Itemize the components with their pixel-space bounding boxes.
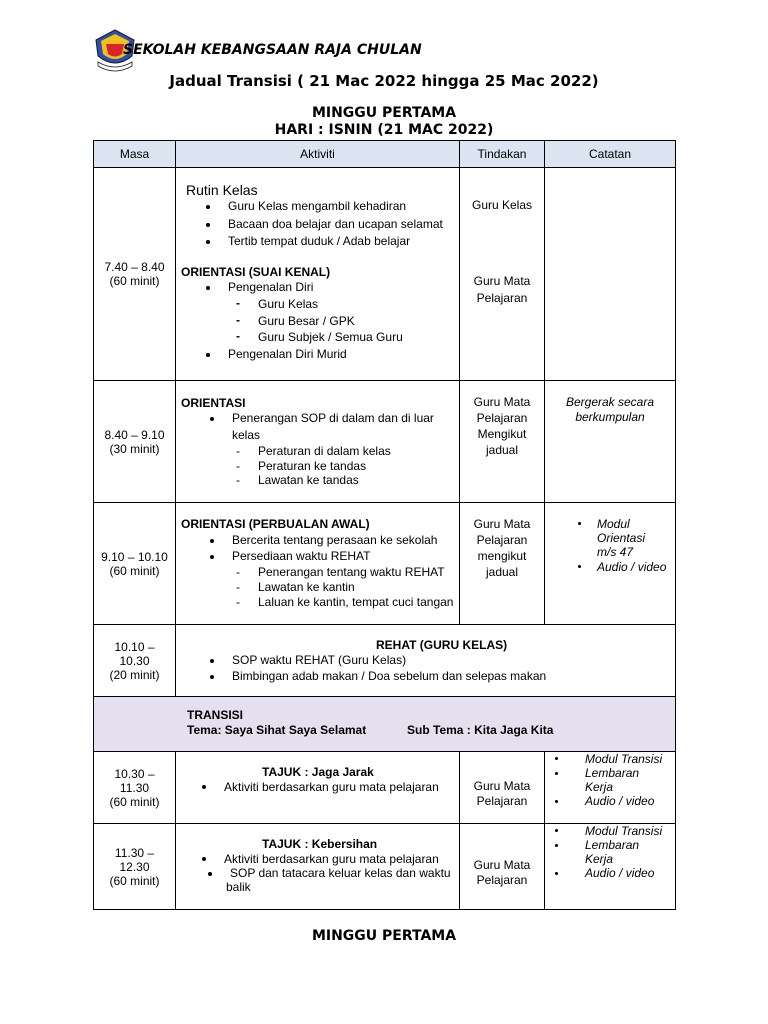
sub-item: Lawatan ke kantin [258,580,355,594]
note-text: Modul Transisi [585,752,663,766]
action-cell [460,752,545,824]
bullet-icon [210,539,214,543]
note-cell [545,752,676,824]
note-text: berkumpulan [575,410,645,424]
list-item: Guru Kelas mengambil kehadiran [228,199,407,213]
activity-heading: Rutin Kelas [186,182,258,198]
note-text: Modul [597,517,630,531]
time-range: 11.30 – [114,845,155,860]
time-cell [94,168,176,381]
note-cell [545,824,676,910]
sub-item: Laluan ke kantin, tempat cuci tangan [258,595,454,609]
duration: (30 minit) [109,441,160,456]
activity-cell [176,752,460,824]
list-item: Persediaan waktu REHAT [232,549,371,563]
activity-cell: Rutin Kelas Guru Kelas mengambil kehadiran Bacaan doa belajar dan ucapan selamat Tertib tempat duduk / Adab belajar ORIENTASI (SUAI KENAL) Pengenalan Diri - Guru Kelas - Guru Besar / GPK - Guru Subjek / Semua Guru Pengenalan Diri Murid [176,168,460,381]
list-item: Bimbingan adab makan / Doa sebelum dan selepas makan [232,669,547,683]
note-text: Kerja [585,852,614,866]
list-item: Aktiviti berdasarkan guru mata pelajaran [224,780,439,794]
duration: (60 minit) [109,274,160,288]
table-row [94,752,676,824]
bullet-icon [578,522,581,525]
bullet-icon [578,565,581,568]
table-row [94,381,676,503]
list-item-continued: balik [226,880,251,894]
action-text: Guru Mata [473,517,531,531]
bullet-icon [210,417,214,421]
table-header-row [94,141,676,168]
sub-item: Guru Besar / GPK [258,314,355,328]
day-title: HARI : ISNIN (21 MAC 2022) [274,122,494,138]
activity-heading: ORIENTASI (SUAI KENAL) [181,265,331,279]
list-item: SOP waktu REHAT (Guru Kelas) [232,653,407,667]
bullet-icon [202,785,206,789]
table-row [94,503,676,625]
bullet-icon [210,555,214,559]
note-text: Kerja [585,780,614,794]
table-row [94,168,676,381]
column-header: Tindakan [460,141,545,168]
bullet-icon [206,286,210,290]
action-cell [460,824,545,910]
column-header: Masa [94,141,176,168]
sub-item: Peraturan ke tandas [258,459,367,473]
action-text: Guru Mata [473,395,531,409]
bullet-icon [206,205,210,209]
activity-heading: TAJUK : Kebersihan [262,837,378,851]
column-header: Aktiviti [176,141,460,168]
note-text: Lembaran [585,838,640,852]
activity-cell [176,625,676,697]
transisi-cell [94,697,676,752]
note-cell [545,381,676,503]
transisi-subtema: Sub Tema : Kita Jaga Kita [407,723,554,737]
note-text: Lembaran [585,766,640,780]
table-row [94,824,676,910]
sub-item: Lawatan ke tandas [258,473,359,487]
note-text: m/s 47 [597,545,634,559]
action-text: Pelajaran [476,533,528,547]
sub-item: Guru Subjek / Semua Guru [258,330,403,344]
time-cell [94,381,176,503]
bullet-icon [208,872,212,876]
transisi-band [94,697,676,752]
note-cell [545,503,676,625]
school-name: SEKOLAH KEBANGSAAN RAJA CHULAN [123,42,422,58]
bullet-icon [210,659,214,663]
time-range: 10.10 – [114,639,155,654]
action-text: mengikut [477,549,527,563]
time-cell [94,824,176,910]
time-range: 11.30 [119,780,150,795]
sub-item: Penerangan tentang waktu REHAT [258,565,445,579]
column-header: Catatan [545,141,676,168]
action-text: jadual [485,565,519,579]
list-item: Pengenalan Diri Murid [228,347,347,361]
list-item-continued: kelas [232,428,261,442]
action-text: Pelajaran [476,411,528,425]
action-text: Mengikut [477,427,527,441]
bullet-icon [206,353,210,357]
duration: (20 minit) [109,667,160,682]
list-item: Pengenalan Diri [228,280,314,294]
note-text: Audio / video [585,794,655,808]
time-range: 8.40 – 9.10 [104,427,165,442]
bullet-icon [555,757,558,760]
action-text: Pelajaran [476,794,528,808]
note-text: Bergerak secara [565,395,655,409]
activity-cell: ORIENTASI (PERBUALAN AWAL) Bercerita tentang perasaan ke sekolah Persediaan waktu REHAT - Penerangan tentang waktu REHAT - Lawatan ke kantin - Laluan ke kantin, tempat cuci tangan [176,503,460,625]
time-range: 7.40 – 8.40 [104,260,165,274]
list-item: Bercerita tentang perasaan ke sekolah [232,533,438,547]
activity-cell [176,824,460,910]
action-text: Guru Mata [473,858,531,872]
action-text: Pelajaran [476,873,528,887]
action-cell [460,381,545,503]
table-row [94,625,676,697]
activity-heading: ORIENTASI [181,396,246,410]
note-text: Orientasi [597,531,646,545]
footer-week-title: MINGGU PERTAMA [311,928,457,944]
note-text: Audio / video [597,560,667,574]
action-cell [460,503,545,625]
bullet-icon [202,857,206,861]
list-item: Aktiviti berdasarkan guru mata pelajaran [224,852,439,866]
activity-heading: REHAT (GURU KELAS) [376,638,508,652]
list-item: Penerangan SOP di dalam dan di luar [232,411,434,425]
time-cell [94,752,176,824]
bullet-icon [210,675,214,679]
duration: (60 minit) [109,794,160,809]
schedule-table [93,140,676,910]
bullet-icon [555,844,558,847]
note-text: Modul Transisi [585,824,663,838]
sub-item: Peraturan di dalam kelas [258,444,391,458]
note-cell [545,168,676,381]
list-item: Tertib tempat duduk / Adab belajar [228,234,411,248]
activity-cell: ORIENTASI Penerangan SOP di dalam dan di luar kelas - Peraturan di dalam kelas - Peraturan ke tandas - Lawatan ke tandas [176,381,460,503]
list-item: SOP dan tatacara keluar kelas dan waktu [230,866,451,880]
time-range: 12.30 [119,859,150,874]
transisi-title: TRANSISI [187,708,244,722]
time-range: 10.30 [119,653,150,668]
time-cell [94,625,176,697]
action-cell [460,168,545,381]
list-item: Bacaan doa belajar dan ucapan selamat [228,217,443,231]
duration: (60 minit) [109,563,160,578]
time-range: 9.10 – 10.10 [101,549,168,564]
note-text: Audio / video [585,866,655,880]
bullet-icon [206,223,210,227]
sub-item: Guru Kelas [258,297,319,311]
bullet-icon [555,872,558,875]
action-text: Guru Kelas [471,198,533,212]
bullet-icon [555,829,558,832]
bullet-icon [206,240,210,244]
activity-heading: ORIENTASI (PERBUALAN AWAL) [181,517,370,531]
time-cell [94,503,176,625]
action-text: jadual [485,443,519,457]
bullet-icon [555,800,558,803]
document-title: Jadual Transisi ( 21 Mac 2022 hingga 25 Mac 2022) [169,72,599,90]
time-range: 10.30 – [114,766,155,781]
action-text: Guru Mata [473,779,531,793]
activity-heading: TAJUK : Jaga Jarak [262,765,374,779]
action-text: Guru Mata [473,274,531,288]
week-title: MINGGU PERTAMA [311,105,457,121]
duration: (60 minit) [109,873,160,888]
bullet-icon [555,772,558,775]
transisi-tema: Tema: Saya Sihat Saya Selamat [187,723,367,737]
action-text: Pelajaran [476,291,528,305]
